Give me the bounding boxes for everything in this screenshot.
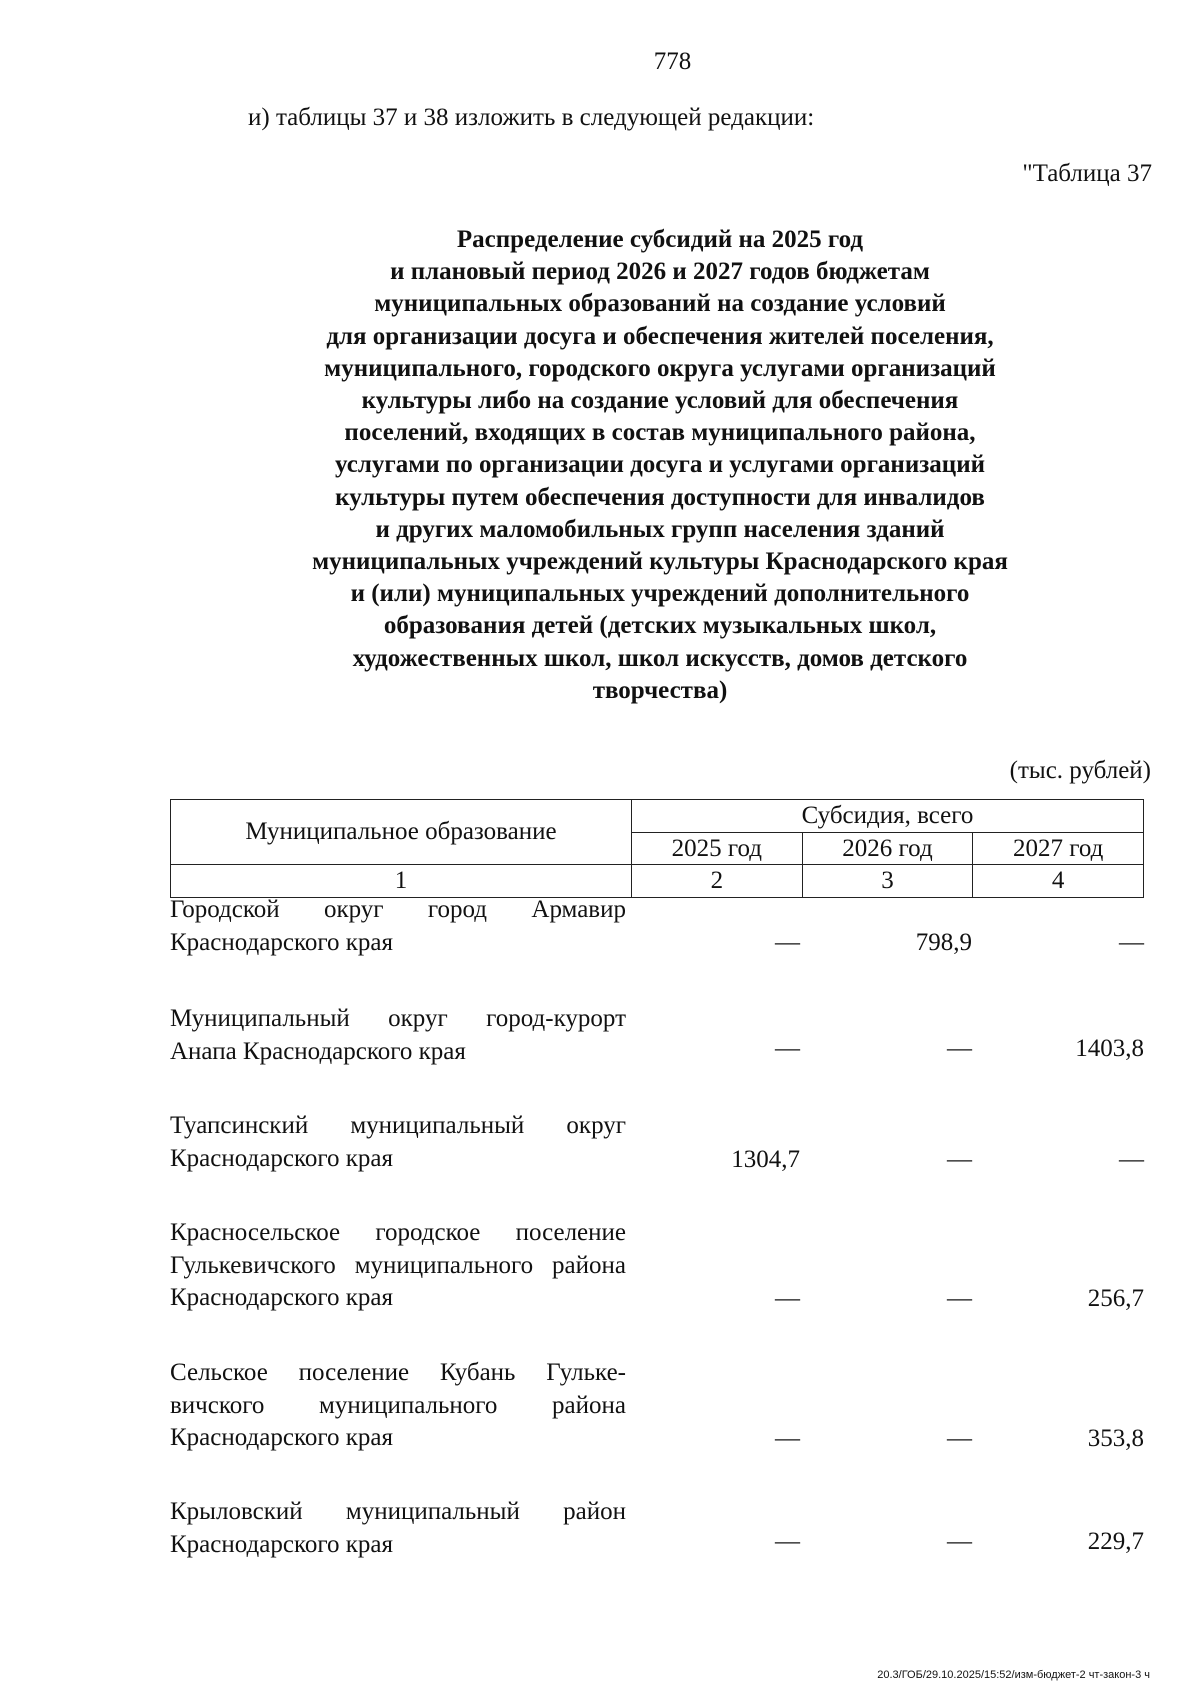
value-2027: 229,7 xyxy=(1087,1528,1144,1555)
title-line: услугами по организации досуга и услугами организаций xyxy=(335,451,985,479)
value-2025: 1304,7 xyxy=(731,1146,800,1173)
value-2027: — xyxy=(1119,929,1144,956)
title-line: культуры либо на создание условий для обеспечения xyxy=(361,387,959,415)
value-2025: — xyxy=(775,929,800,956)
header-year-2025: 2025 год xyxy=(632,833,803,865)
value-2027: 353,8 xyxy=(1087,1425,1144,1452)
value-2027: 256,7 xyxy=(1087,1285,1144,1312)
value-2026: — xyxy=(947,1285,972,1312)
title-line: образования детей (детских музыкальных школ, xyxy=(383,612,937,640)
value-2027: — xyxy=(1119,1146,1144,1173)
municipality-name: Крыловский муниципальный район Краснодарского края xyxy=(170,1498,626,1558)
table-header xyxy=(170,799,1144,898)
value-2025: — xyxy=(775,1035,800,1062)
value-2025: — xyxy=(775,1425,800,1452)
units-label: (тыс. рублей) xyxy=(1009,757,1151,784)
municipality-name: Муниципальный округ город-курорт Анапа Краснодарского края xyxy=(170,1005,626,1065)
title-line: и (или) муниципальных учреждений дополнительного xyxy=(350,580,970,608)
title-line: муниципального, городского округа услугами организаций xyxy=(324,354,996,382)
municipality-name: Красносельское городское поселение Гулькевичского муниципального района Краснодарского края xyxy=(170,1219,626,1311)
title-line: и других маломобильных групп населения зданий xyxy=(375,515,945,543)
municipality-name: Туапсинский муниципальный округ Краснодарского края xyxy=(170,1112,626,1172)
value-2027: 1403,8 xyxy=(1075,1035,1144,1062)
value-2026: — xyxy=(947,1146,972,1173)
title-line: муниципальных образований на создание условий xyxy=(374,290,946,318)
value-2026: 798,9 xyxy=(915,929,972,956)
header-municipality: Муниципальное образование xyxy=(171,800,632,865)
municipality-name: Городской округ город Армавир Краснодарского края xyxy=(170,896,626,956)
value-2025: — xyxy=(775,1285,800,1312)
table-label: "Таблица 37 xyxy=(1022,160,1152,187)
column-number: 4 xyxy=(973,865,1144,898)
value-2026: — xyxy=(947,1528,972,1555)
column-number: 1 xyxy=(171,865,632,898)
title-line: для организации досуга и обеспечения жителей поселения, xyxy=(326,322,994,350)
page-number: 778 xyxy=(653,48,692,75)
intro-paragraph: и) таблицы 37 и 38 изложить в следующей редакции: xyxy=(248,104,815,131)
value-2025: — xyxy=(775,1528,800,1555)
value-2026: — xyxy=(947,1425,972,1452)
column-number: 3 xyxy=(802,865,973,898)
municipality-name: Сельское поселение Кубань Гульке-вичского муниципального района Краснодарского края xyxy=(170,1359,626,1451)
value-2026: — xyxy=(947,1035,972,1062)
title-line: творчества) xyxy=(592,676,728,704)
column-number: 2 xyxy=(632,865,803,898)
document-footer: 20.3/ГОБ/29.10.2025/15:52/изм-бюджет-2 чт-закон-3 ч xyxy=(877,1669,1150,1681)
document-title xyxy=(200,224,1120,707)
title-line: муниципальных учреждений культуры Краснодарского края xyxy=(312,548,1008,576)
title-line: и плановый период 2026 и 2027 годов бюджетам xyxy=(390,258,930,286)
header-subsidy-total: Субсидия, всего xyxy=(632,800,1144,833)
title-line: художественных школ, школ искусств, домов детского xyxy=(352,644,968,672)
title-line: культуры путем обеспечения доступности для инвалидов xyxy=(335,483,985,511)
title-line: Распределение субсидий на 2025 год xyxy=(456,226,864,253)
header-year-2027: 2027 год xyxy=(973,833,1144,865)
header-year-2026: 2026 год xyxy=(802,833,973,865)
title-line: поселений, входящих в состав муниципального района, xyxy=(344,419,976,447)
